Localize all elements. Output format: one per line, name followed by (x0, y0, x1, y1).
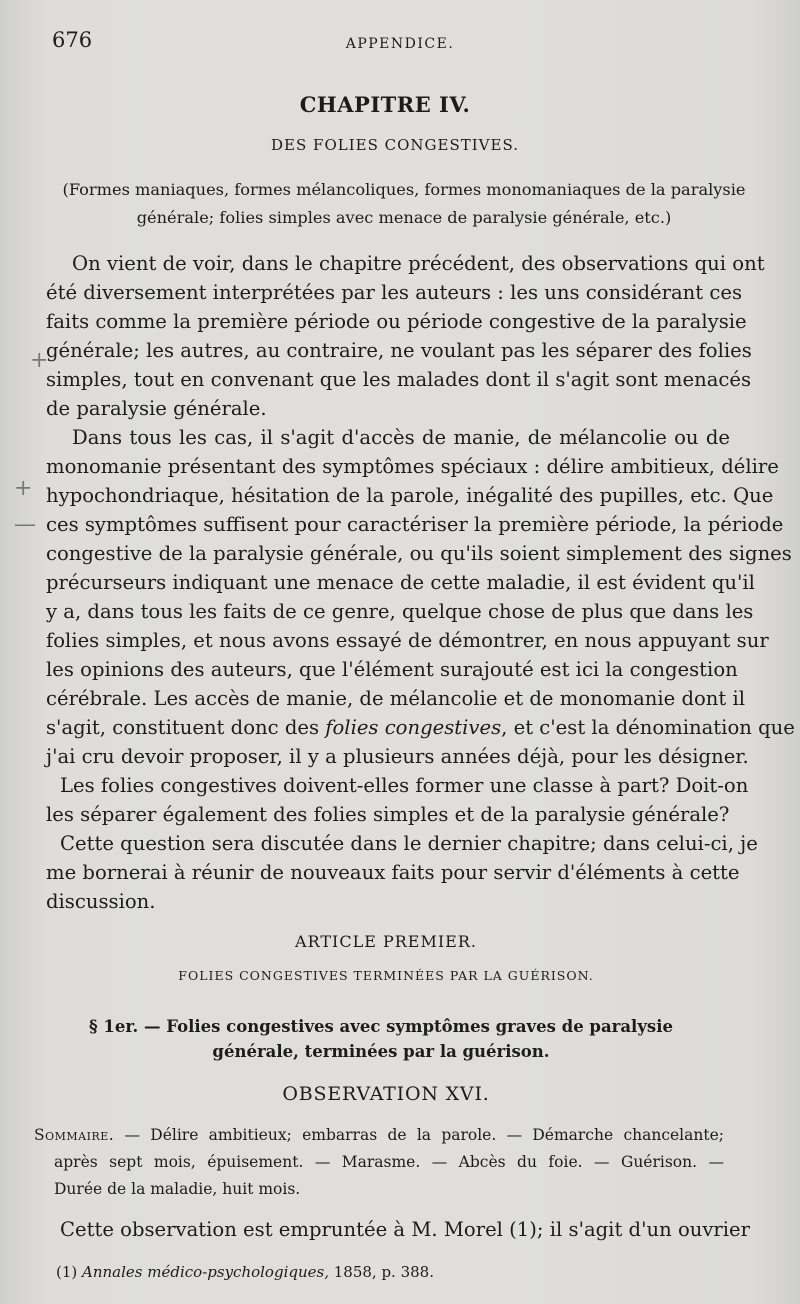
body-line: simples, tout en convenant que les malades dont il s'agit sont menacés (46, 368, 752, 391)
section-line: § 1er. — Folies congestives avec symptômes graves de paralysie (89, 1017, 673, 1036)
body-line: Cette observation est empruntée à M. Morel (1); il s'agit d'un ouvrier (60, 1218, 751, 1241)
chapter-subtitle: DES FOLIES CONGESTIVES. (271, 136, 519, 154)
body-line: précurseurs indiquant une menace de cette maladie, il est évident qu'il (46, 571, 755, 594)
observation-summary-line: Durée de la maladie, huit mois. (54, 1180, 301, 1198)
body-line: j'ai cru devoir proposer, il y a plusieurs années déjà, pour les désigner. (46, 745, 749, 768)
article-subtitle: FOLIES CONGESTIVES TERMINÉES PAR LA GUÉRISON. (178, 968, 594, 983)
margin-annotation: — (14, 512, 36, 537)
margin-annotation: + (14, 476, 33, 501)
observation-title: OBSERVATION XVI. (282, 1083, 490, 1105)
section-line: générale, terminées par la guérison. (212, 1042, 550, 1061)
summary-label: Sommaire. (34, 1126, 115, 1144)
body-line: de paralysie générale. (46, 397, 267, 420)
observation-summary-line (34, 1126, 724, 1144)
running-title: APPENDICE. (345, 36, 455, 52)
text-run: s'agit, constituent donc des (46, 716, 320, 739)
observation-summary-line: après sept mois, épuisement. — Marasme. — Abcès du foie. — Guérison. — (54, 1153, 724, 1171)
chapter-summary (34, 176, 774, 232)
body-line: générale; les autres, au contraire, ne voulant pas les séparer des folies (46, 339, 752, 362)
body-line: y a, dans tous les faits de ce genre, quelque chose de plus que dans les (46, 600, 754, 623)
body-line: ces symptômes suffisent pour caractériser la première période, la période (46, 513, 784, 536)
body-line: monomanie présentant des symptômes spéciaux : délire ambitieux, délire (46, 455, 779, 478)
footnote-source: Annales médico-psychologiques, (82, 1263, 329, 1281)
summary-line: générale; folies simples avec menace de paralysie générale, etc.) (136, 208, 672, 227)
section-heading (34, 1014, 728, 1064)
body-line: les séparer également des folies simples et de la paralysie générale? (46, 803, 730, 826)
summary-line: (Formes maniaques, formes mélancoliques, formes monomaniaques de la paralysie (62, 180, 746, 199)
chapter-title: CHAPITRE IV. (299, 92, 471, 117)
body-line: folies simples, et nous avons essayé de démontrer, en nous appuyant sur (46, 629, 769, 652)
body-line: discussion. (46, 890, 156, 913)
body-line: hypochondriaque, hésitation de la parole, inégalité des pupilles, etc. Que (46, 484, 774, 507)
body-line (46, 716, 795, 739)
body-line: Cette question sera discutée dans le dernier chapitre; dans celui-ci, je (60, 832, 758, 855)
body-line: les opinions des auteurs, que l'élément surajouté est ici la congestion (46, 658, 738, 681)
body-line: cérébrale. Les accès de manie, de mélancolie et de monomanie dont il (46, 687, 746, 710)
margin-annotation: + (30, 348, 49, 373)
footnote (56, 1263, 434, 1281)
italic-term: folies congestives (325, 716, 502, 739)
page-number: 676 (52, 28, 93, 52)
body-line: On vient de voir, dans le chapitre précédent, des observations qui ont (72, 252, 765, 275)
body-line: faits comme la première période ou période congestive de la paralysie (46, 310, 747, 333)
article-title: ARTICLE PREMIER. (295, 932, 477, 951)
footnote-text: 1858, p. 388. (333, 1263, 434, 1281)
body-line: congestive de la paralysie générale, ou qu'ils soient simplement des signes (46, 542, 792, 565)
body-line: Les folies congestives doivent-elles former une classe à part? Doit-on (60, 774, 749, 797)
body-line: Dans tous les cas, il s'agit d'accès de manie, de mélancolie ou de (72, 426, 730, 449)
body-line: été diversement interprétées par les auteurs : les uns considérant ces (46, 281, 742, 304)
text-run: , et c'est la dénomination que (501, 716, 795, 739)
footnote-marker: (1) (56, 1263, 78, 1281)
body-line: me bornerai à réunir de nouveaux faits pour servir d'éléments à cette (46, 861, 740, 884)
text-run: — Délire ambitieux; embarras de la parole. — Démarche chancelante; (124, 1126, 724, 1144)
